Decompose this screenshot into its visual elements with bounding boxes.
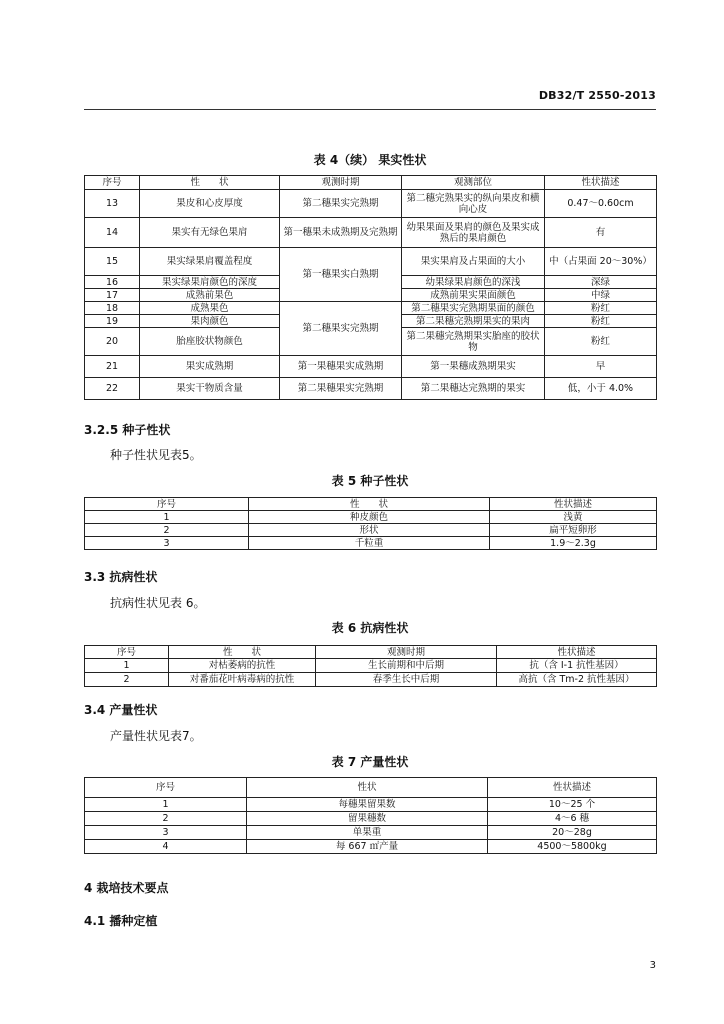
cell-no: 14 bbox=[85, 218, 140, 248]
header-cell: 观测部位 bbox=[402, 176, 545, 190]
cell-trait: 每 667 ㎡产量 bbox=[247, 840, 488, 854]
table5 bbox=[84, 497, 657, 550]
cell-desc: 粉红 bbox=[545, 302, 657, 315]
cell-trait: 单果重 bbox=[247, 826, 488, 840]
cell-no: 13 bbox=[85, 190, 140, 218]
cell-no: 2 bbox=[85, 524, 249, 537]
cell-no: 1 bbox=[85, 659, 169, 673]
table4 bbox=[84, 175, 657, 400]
cell-trait: 对番茄花叶病毒病的抗性 bbox=[169, 673, 316, 687]
header-cell: 序号 bbox=[85, 646, 169, 659]
table-row bbox=[85, 673, 657, 687]
cell-desc: 粉红 bbox=[545, 328, 657, 356]
header-cell: 性状描述 bbox=[497, 646, 657, 659]
cell-no: 3 bbox=[85, 826, 247, 840]
table7 bbox=[84, 777, 657, 854]
cell-part: 幼果果面及果肩的颜色及果实成熟后的果肩颜色 bbox=[402, 218, 545, 248]
cell-desc: 4～6 穗 bbox=[488, 812, 657, 826]
cell-trait: 果肉颜色 bbox=[140, 315, 280, 328]
cell-trait: 果皮和心皮厚度 bbox=[140, 190, 280, 218]
cell-trait: 果实绿果肩颜色的深度 bbox=[140, 276, 280, 289]
cell-trait: 果实干物质含量 bbox=[140, 378, 280, 400]
section-3-3-text: 抗病性状见表 6。 bbox=[110, 596, 206, 610]
header-rule bbox=[84, 109, 656, 110]
cell-desc: 低，小于 4.0% bbox=[545, 378, 657, 400]
header-cell: 性状描述 bbox=[490, 498, 657, 511]
cell-period: 第二果穗果实完熟期 bbox=[280, 378, 402, 400]
table-row bbox=[85, 248, 657, 276]
table7-caption: 表 7 产量性状 bbox=[331, 755, 409, 769]
table-row bbox=[85, 378, 657, 400]
table-row bbox=[85, 659, 657, 673]
cell-no: 16 bbox=[85, 276, 140, 289]
page-number: 3 bbox=[649, 960, 656, 971]
header-cell: 序号 bbox=[85, 176, 140, 190]
section-4-1-heading: 4.1 播种定植 bbox=[84, 914, 158, 928]
cell-part: 幼果绿果肩颜色的深浅 bbox=[402, 276, 545, 289]
cell-part: 果实果肩及占果面的大小 bbox=[402, 248, 545, 276]
header-cell: 性 状 bbox=[140, 176, 280, 190]
cell-desc: 中（占果面 20～30%） bbox=[545, 248, 657, 276]
cell-no: 2 bbox=[85, 812, 247, 826]
table6 bbox=[84, 645, 657, 687]
cell-desc: 20～28g bbox=[488, 826, 657, 840]
cell-trait: 果实绿果肩覆盖程度 bbox=[140, 248, 280, 276]
cell-no: 20 bbox=[85, 328, 140, 356]
cell-desc: 抗（含 I-1 抗性基因） bbox=[497, 659, 657, 673]
cell-part: 第二果穗达完熟期的果实 bbox=[402, 378, 545, 400]
table-row bbox=[85, 302, 657, 315]
cell-desc: 浅黄 bbox=[490, 511, 657, 524]
cell-desc: 有 bbox=[545, 218, 657, 248]
cell-period-merged: 第二穗果实完熟期 bbox=[280, 302, 402, 356]
cell-period: 第一果穗果实成熟期 bbox=[280, 356, 402, 378]
table4-caption: 表 4（续） 果实性状 bbox=[313, 153, 427, 167]
cell-no: 3 bbox=[85, 537, 249, 550]
header-cell: 序号 bbox=[85, 778, 247, 798]
cell-no: 19 bbox=[85, 315, 140, 328]
header-cell: 性状描述 bbox=[488, 778, 657, 798]
cell-no: 2 bbox=[85, 673, 169, 687]
cell-part: 第二果穗完熟期果实的果肉 bbox=[402, 315, 545, 328]
cell-no: 1 bbox=[85, 798, 247, 812]
cell-no: 15 bbox=[85, 248, 140, 276]
cell-no: 18 bbox=[85, 302, 140, 315]
header-cell: 性 状 bbox=[169, 646, 316, 659]
table-row bbox=[85, 812, 657, 826]
cell-period: 第二穗果实完熟期 bbox=[280, 190, 402, 218]
cell-part: 第二穗完熟果实的纵向果皮和横向心皮 bbox=[402, 190, 545, 218]
cell-part: 第二穗果实完熟期果面的颜色 bbox=[402, 302, 545, 315]
cell-trait: 果实成熟期 bbox=[140, 356, 280, 378]
table-header-row bbox=[85, 646, 657, 659]
cell-desc: 中绿 bbox=[545, 289, 657, 302]
cell-desc: 1.9～2.3g bbox=[490, 537, 657, 550]
cell-desc: 早 bbox=[545, 356, 657, 378]
header-cell: 性状 bbox=[247, 778, 488, 798]
table5-caption: 表 5 种子性状 bbox=[331, 474, 409, 488]
cell-trait: 每穗果留果数 bbox=[247, 798, 488, 812]
cell-trait: 果实有无绿色果肩 bbox=[140, 218, 280, 248]
table-row bbox=[85, 537, 657, 550]
cell-period: 生长前期和中后期 bbox=[316, 659, 497, 673]
cell-trait: 形状 bbox=[249, 524, 490, 537]
section-3-2-5-text: 种子性状见表5。 bbox=[110, 448, 202, 462]
cell-period-merged: 第一穗果实白熟期 bbox=[280, 248, 402, 302]
cell-no: 21 bbox=[85, 356, 140, 378]
cell-trait: 对枯萎病的抗性 bbox=[169, 659, 316, 673]
cell-desc: 10～25 个 bbox=[488, 798, 657, 812]
section-3-4-text: 产量性状见表7。 bbox=[110, 729, 202, 743]
cell-desc: 0.47～0.60cm bbox=[545, 190, 657, 218]
table-row bbox=[85, 524, 657, 537]
cell-trait: 千粒重 bbox=[249, 537, 490, 550]
header-cell: 性 状 bbox=[249, 498, 490, 511]
table-row bbox=[85, 511, 657, 524]
cell-no: 1 bbox=[85, 511, 249, 524]
header-cell: 观测时期 bbox=[316, 646, 497, 659]
table-row bbox=[85, 840, 657, 854]
cell-desc: 扁平短卵形 bbox=[490, 524, 657, 537]
cell-part: 第二果穗完熟期果实胎座的胶状物 bbox=[402, 328, 545, 356]
cell-period: 第一穗果未成熟期及完熟期 bbox=[280, 218, 402, 248]
cell-period: 春季生长中后期 bbox=[316, 673, 497, 687]
table-row bbox=[85, 798, 657, 812]
cell-desc: 粉红 bbox=[545, 315, 657, 328]
cell-trait: 胎座胶状物颜色 bbox=[140, 328, 280, 356]
table-row bbox=[85, 826, 657, 840]
cell-desc: 高抗（含 Tm-2 抗性基因） bbox=[497, 673, 657, 687]
section-3-3-heading: 3.3 抗病性状 bbox=[84, 570, 158, 584]
cell-trait: 成熟前果色 bbox=[140, 289, 280, 302]
table-row bbox=[85, 218, 657, 248]
standard-code: DB32/T 2550-2013 bbox=[538, 89, 656, 102]
section-3-4-heading: 3.4 产量性状 bbox=[84, 703, 158, 717]
cell-no: 22 bbox=[85, 378, 140, 400]
cell-trait: 种皮颜色 bbox=[249, 511, 490, 524]
cell-part: 第一果穗成熟期果实 bbox=[402, 356, 545, 378]
cell-desc: 深绿 bbox=[545, 276, 657, 289]
table-header-row bbox=[85, 498, 657, 511]
table-row bbox=[85, 356, 657, 378]
cell-desc: 4500～5800kg bbox=[488, 840, 657, 854]
table-header-row bbox=[85, 176, 657, 190]
table-header-row bbox=[85, 778, 657, 798]
cell-part: 成熟前果实果面颜色 bbox=[402, 289, 545, 302]
section-3-2-5-heading: 3.2.5 种子性状 bbox=[84, 423, 171, 437]
header-cell: 观测时期 bbox=[280, 176, 402, 190]
cell-trait: 成熟果色 bbox=[140, 302, 280, 315]
cell-trait: 留果穗数 bbox=[247, 812, 488, 826]
section-4-heading: 4 栽培技术要点 bbox=[84, 881, 169, 895]
table-row bbox=[85, 190, 657, 218]
header-cell: 性状描述 bbox=[545, 176, 657, 190]
header-cell: 序号 bbox=[85, 498, 249, 511]
cell-no: 17 bbox=[85, 289, 140, 302]
cell-no: 4 bbox=[85, 840, 247, 854]
table6-caption: 表 6 抗病性状 bbox=[331, 621, 409, 635]
